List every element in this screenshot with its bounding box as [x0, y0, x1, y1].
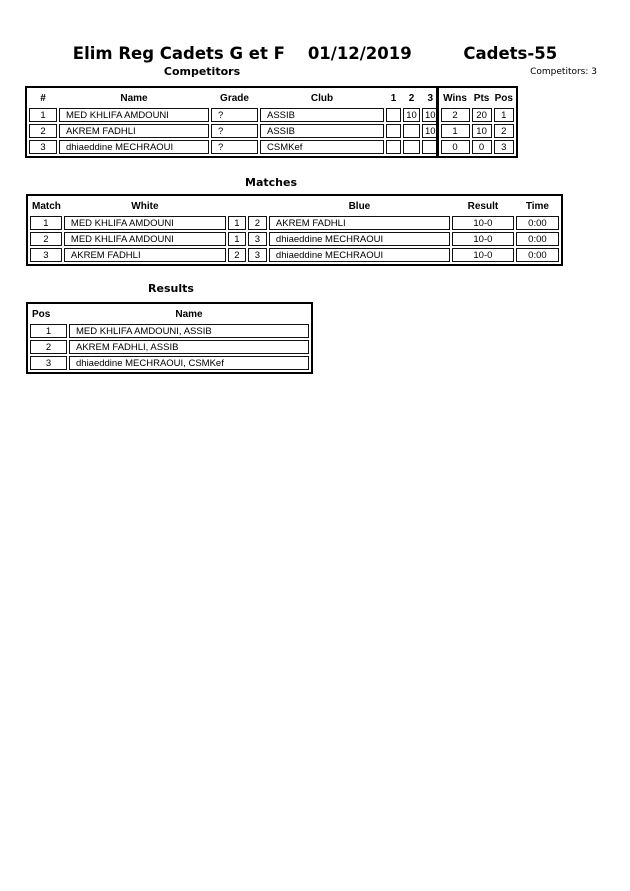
cell-pos: 3: [30, 356, 67, 370]
header-grade: Grade: [220, 92, 249, 104]
cell-round-2: 10: [403, 108, 420, 122]
cell-blue-name: dhiaeddine MECHRAOUI: [269, 232, 450, 246]
header-name: Name: [175, 308, 203, 320]
competitors-table: [25, 86, 518, 158]
competitors-count-label: Competitors: 3: [530, 67, 597, 77]
matches-table-wrap: [26, 194, 563, 266]
section-title-competitors: Competitors: [163, 65, 241, 78]
results-header-row: [30, 306, 309, 322]
cell-club: ASSIB: [260, 108, 384, 122]
header-result: Result: [467, 200, 499, 212]
cell-name: MED KHLIFA AMDOUNI, ASSIB: [69, 324, 309, 338]
header-name: Name: [120, 92, 148, 104]
section-title-matches: Matches: [245, 176, 297, 189]
cell-blue-name: dhiaeddine MECHRAOUI: [269, 248, 450, 262]
competitors-table-wrap: [25, 86, 518, 158]
cell-name: dhiaeddine MECHRAOUI: [59, 140, 209, 154]
cell-pos: 3: [494, 140, 514, 154]
header-club: Club: [310, 92, 334, 104]
header-white: White: [131, 200, 159, 212]
cell-match-num: 1: [30, 216, 62, 230]
cell-wins: 2: [441, 108, 470, 122]
cell-name: AKREM FADHLI: [59, 124, 209, 138]
result-row: [30, 340, 309, 354]
cell-club: CSMKef: [260, 140, 384, 154]
cell-name: dhiaeddine MECHRAOUI, CSMKef: [69, 356, 309, 370]
header-pos: Pos: [32, 308, 51, 320]
cell-blue-name: AKREM FADHLI: [269, 216, 450, 230]
cell-pts: 20: [472, 108, 492, 122]
cell-round-1: [386, 140, 401, 154]
cell-round-1: [386, 124, 401, 138]
section-title-results: Results: [148, 282, 194, 295]
cell-result: 10-0: [452, 232, 514, 246]
cell-result: 10-0: [452, 248, 514, 262]
header-time: Time: [525, 200, 549, 212]
cell-grade: ?: [211, 108, 258, 122]
cell-name: AKREM FADHLI, ASSIB: [69, 340, 309, 354]
cell-grade: ?: [211, 124, 258, 138]
cell-num: 2: [29, 124, 57, 138]
header-round-3: 3: [427, 92, 434, 104]
cell-pos: 1: [494, 108, 514, 122]
cell-match-num: 2: [30, 232, 62, 246]
matches-table: [26, 194, 563, 266]
cell-wins: 1: [441, 124, 470, 138]
cell-white-num: 1: [228, 232, 246, 246]
cell-blue-num: 2: [248, 216, 267, 230]
cell-pos: 2: [494, 124, 514, 138]
result-row: [30, 324, 309, 338]
header-num: #: [40, 92, 46, 104]
cell-round-3: 10: [422, 108, 439, 122]
cell-time: 0:00: [516, 232, 559, 246]
cell-white-name: MED KHLIFA AMDOUNI: [64, 232, 226, 246]
header-blue: Blue: [348, 200, 371, 212]
header-pos: Pos: [494, 92, 513, 104]
cell-grade: ?: [211, 140, 258, 154]
cell-blue-num: 3: [248, 248, 267, 262]
cell-white-name: AKREM FADHLI: [64, 248, 226, 262]
wins-column-separator-line: [436, 86, 439, 158]
match-row: [30, 216, 559, 230]
cell-white-num: 2: [228, 248, 246, 262]
header-spacer: [248, 198, 267, 214]
cell-pts: 0: [472, 140, 492, 154]
page-title: Elim Reg Cadets G et F 01/12/2019 Cadets-55: [72, 44, 558, 63]
header-round-1: 1: [390, 92, 397, 104]
competitor-row: [29, 108, 514, 122]
cell-time: 0:00: [516, 248, 559, 262]
results-table: [26, 302, 313, 374]
result-row: [30, 356, 309, 370]
header-wins: Wins: [443, 92, 467, 104]
cell-club: ASSIB: [260, 124, 384, 138]
cell-num: 1: [29, 108, 57, 122]
match-row: [30, 248, 559, 262]
results-table-wrap: [26, 302, 313, 374]
cell-pts: 10: [472, 124, 492, 138]
cell-round-2: [403, 140, 420, 154]
match-row: [30, 232, 559, 246]
competitor-row: [29, 140, 514, 154]
cell-round-3: 10: [422, 124, 439, 138]
cell-match-num: 3: [30, 248, 62, 262]
competitor-row: [29, 124, 514, 138]
cell-pos: 2: [30, 340, 67, 354]
header-pts: Pts: [473, 92, 490, 104]
cell-num: 3: [29, 140, 57, 154]
matches-header-row: [30, 198, 559, 214]
cell-round-1: [386, 108, 401, 122]
cell-white-num: 1: [228, 216, 246, 230]
cell-wins: 0: [441, 140, 470, 154]
header-match: Match: [32, 200, 61, 212]
cell-white-name: MED KHLIFA AMDOUNI: [64, 216, 226, 230]
cell-result: 10-0: [452, 216, 514, 230]
cell-name: MED KHLIFA AMDOUNI: [59, 108, 209, 122]
cell-blue-num: 3: [248, 232, 267, 246]
competitors-header-row: [29, 90, 514, 106]
cell-pos: 1: [30, 324, 67, 338]
cell-round-2: [403, 124, 420, 138]
header-round-2: 2: [408, 92, 415, 104]
cell-time: 0:00: [516, 216, 559, 230]
header-spacer: [228, 198, 246, 214]
